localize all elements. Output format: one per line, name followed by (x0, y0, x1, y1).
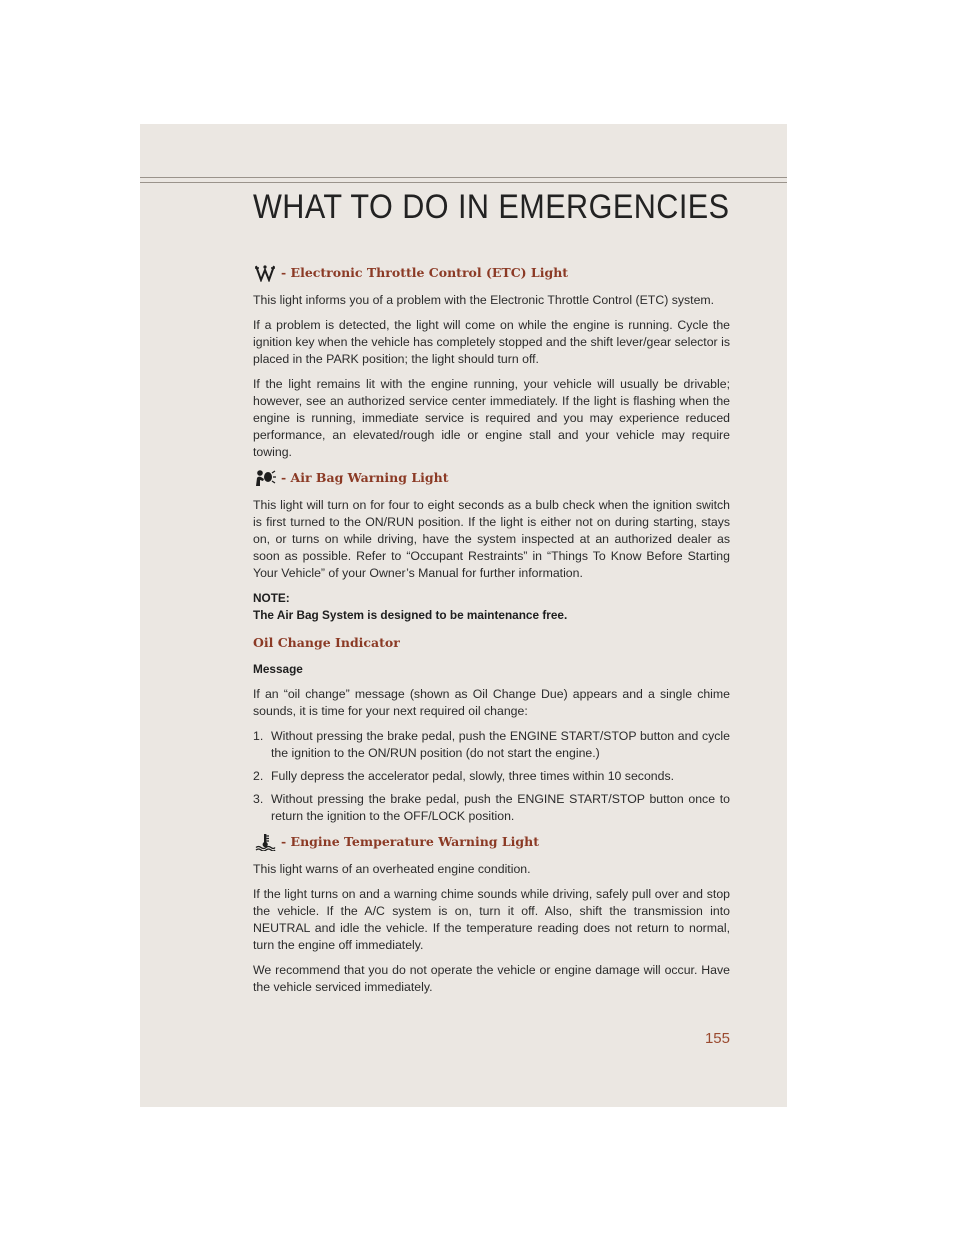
airbag-icon (253, 469, 277, 487)
list-item (253, 791, 730, 825)
airbag-paragraph: This light will turn on for four to eight seconds as a bulb check when the ignition switch is first turned to the ON/RUN position. If the light is either not on during starting, stays on, or turns on while driving, have the system inspected at an authorized dealer as soon as possible. Refer to “Occupant Restraints” in “Things To Know Before Starting Your Vehicle” of your Owner’s Manual for further information. (253, 498, 730, 580)
oil-steps-list (253, 728, 730, 825)
engine-temp-heading-text: - Engine Temperature Warning Light (281, 834, 540, 849)
etc-paragraph: If the light remains lit with the engine running, your vehicle will usually be drivable; however, see an authorized service center immediately. If the light is flashing when the engine is running, immediate service is required and you may experience reduced performance, an elevated/rough idle or engine stall and your vehicle may require towing. (253, 377, 730, 459)
header-rule-top (140, 177, 787, 178)
etc-paragraph: If a problem is detected, the light will come on while the engine is running. Cycle the ignition key when the vehicle has completely stopped and the shift lever/gear selector is placed in the PARK position; the light should turn off. (253, 318, 730, 366)
etc-heading-text: - Electronic Throttle Control (ETC) Light (281, 265, 569, 280)
engine-temperature-icon (253, 833, 277, 851)
temp-paragraph: We recommend that you do not operate the vehicle or engine damage will occur. Have the vehicle serviced immediately. (253, 963, 730, 994)
oil-change-heading (253, 634, 730, 652)
etc-throttle-icon (253, 264, 277, 282)
page-number: 155 (704, 1030, 730, 1047)
step-number: 2. (253, 769, 264, 783)
step-text: Fully depress the accelerator pedal, slowly, three times within 10 seconds. (271, 769, 675, 783)
note-label: NOTE: (253, 591, 290, 605)
oil-intro: If an “oil change” message (shown as Oil Change Due) appears and a single chime sounds, it is time for your next required oil change: (253, 687, 730, 718)
temp-paragraph: This light warns of an overheated engine condition. (253, 862, 531, 876)
page-title: WHAT TO DO IN EMERGENCIES (252, 188, 729, 226)
oil-change-heading-text: Oil Change Indicator (253, 635, 400, 650)
step-text: Without pressing the brake pedal, push the ENGINE START/STOP button once to return the ignition to the OFF/LOCK position. (271, 792, 730, 823)
airbag-heading-text: - Air Bag Warning Light (281, 470, 449, 485)
temp-paragraph: If the light turns on and a warning chime sounds while driving, safely pull over and stop the vehicle. If the A/C system is on, turn it off. Also, shift the transmission into NEUTRAL and idle the vehicle. If the temperature reading does not return to normal, turn the engine off immediately. (253, 887, 730, 952)
step-text: Without pressing the brake pedal, push the ENGINE START/STOP button and cycle the ignition to the ON/RUN position (do not start the engine.) (271, 729, 730, 760)
message-label: Message (253, 662, 303, 676)
etc-paragraph: This light informs you of a problem with the Electronic Throttle Control (ETC) system. (253, 293, 715, 307)
etc-heading (253, 264, 730, 282)
header-rule-bottom (140, 182, 787, 183)
step-number: 1. (253, 729, 264, 743)
note-text: The Air Bag System is designed to be maintenance free. (253, 608, 568, 622)
list-item (253, 768, 730, 785)
page-content (253, 264, 730, 1004)
airbag-heading (253, 469, 730, 487)
page-panel (140, 124, 787, 1107)
list-item (253, 728, 730, 762)
step-number: 3. (253, 792, 264, 806)
engine-temp-heading (253, 833, 730, 851)
